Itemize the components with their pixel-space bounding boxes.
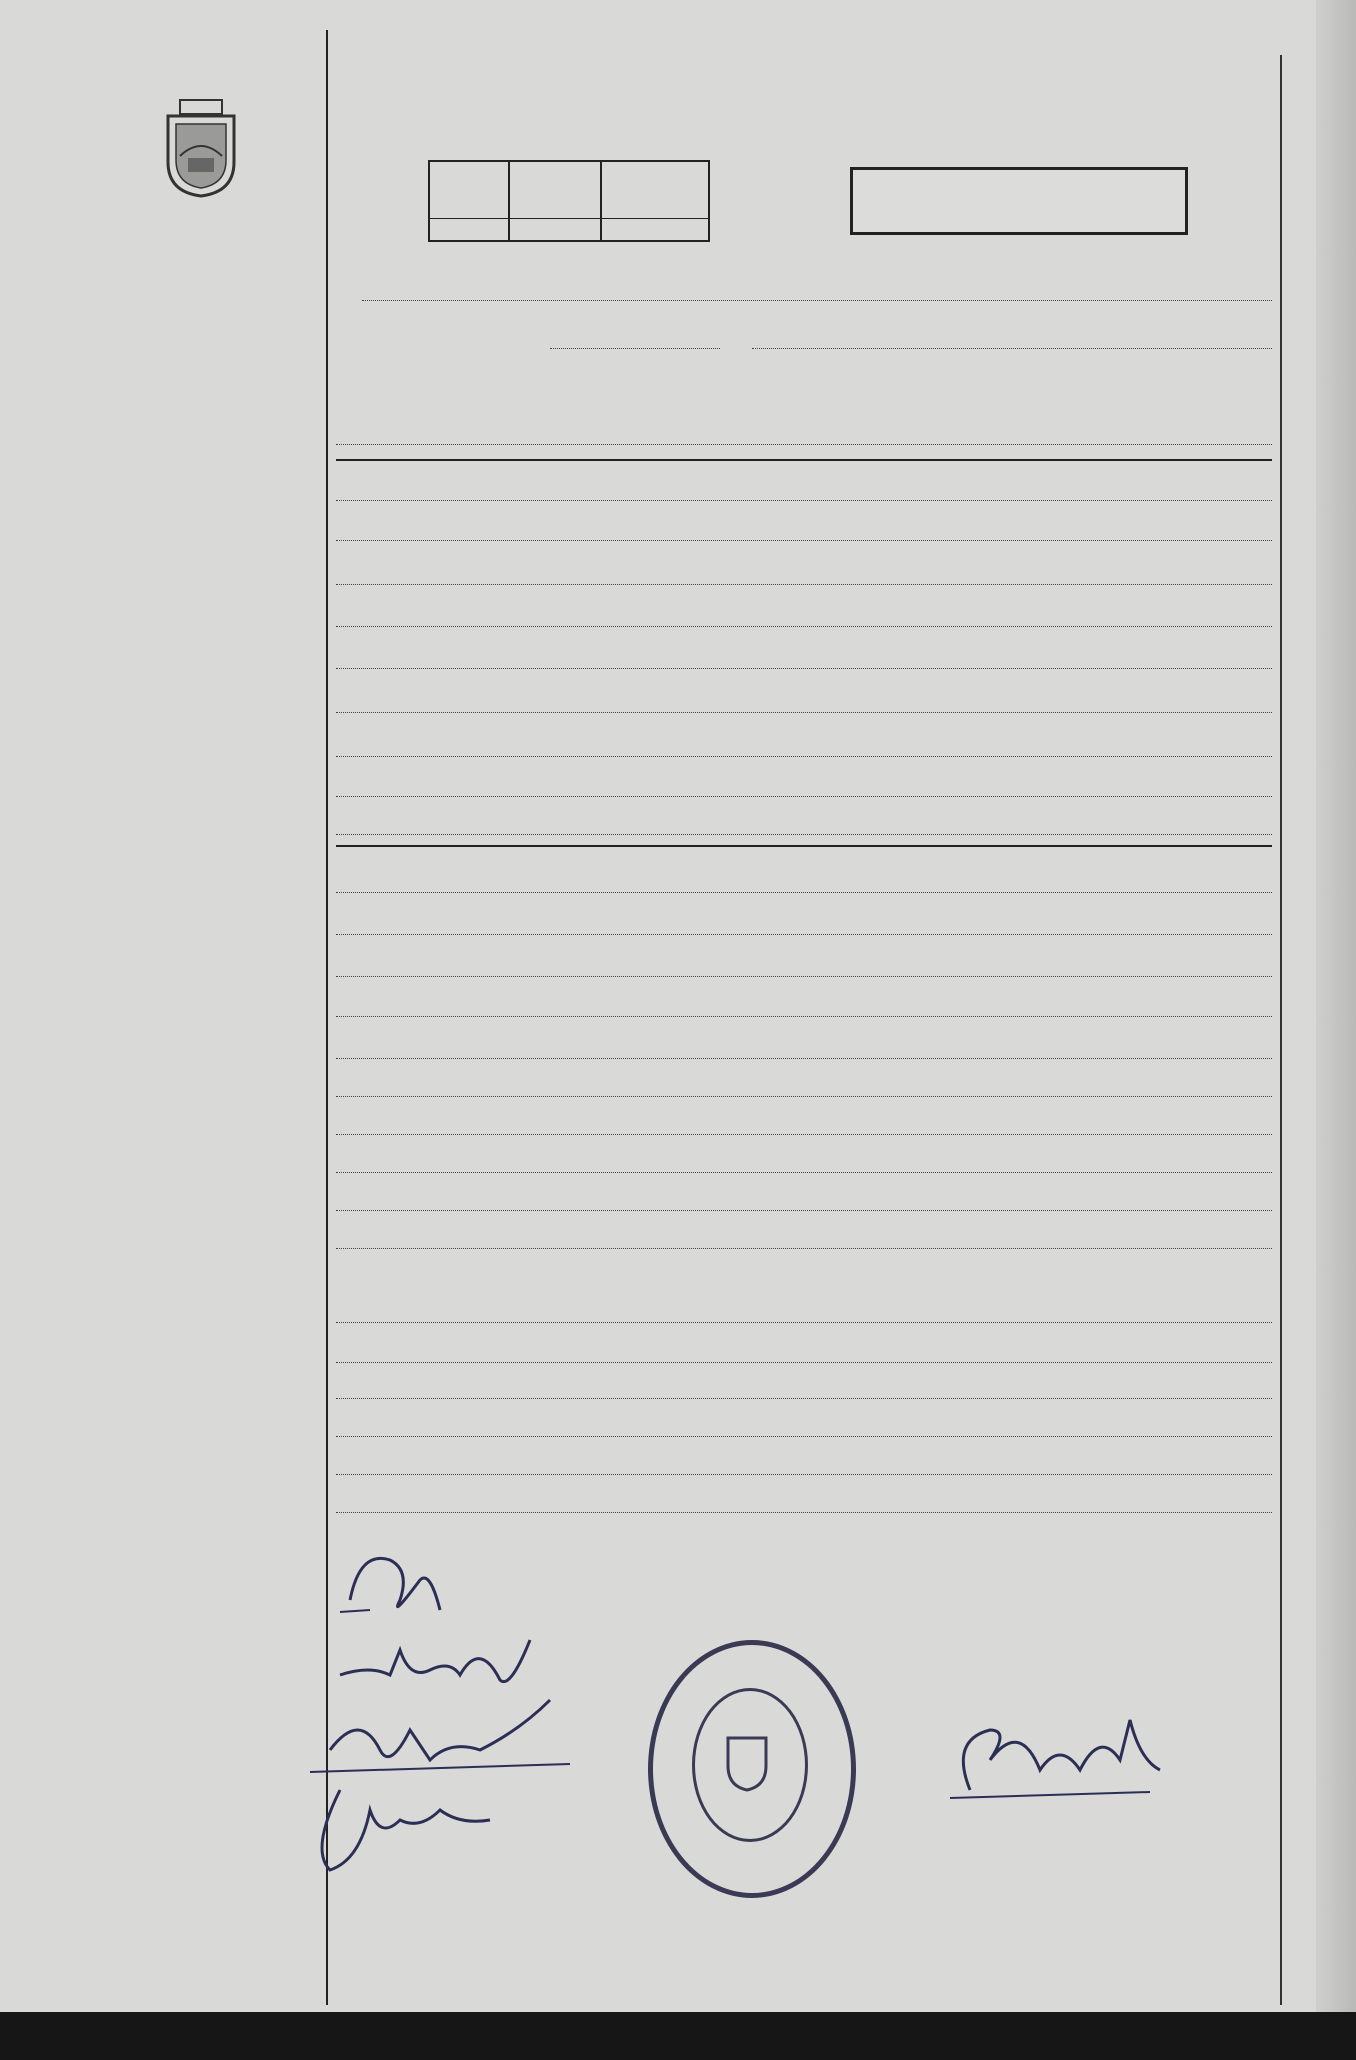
row-dotline [336,1322,1272,1323]
row-dotline [336,834,1272,835]
box-label-divider [428,218,708,219]
row-dotline [336,1096,1272,1097]
row-dotline [336,1362,1272,1363]
seal-crest-icon [722,1730,772,1794]
row-dotline [336,1134,1272,1135]
row-dotline [336,668,1272,669]
misiones-crest-icon [158,96,244,200]
signature-bride [330,1620,560,1700]
record-type-box [850,167,1188,235]
page-shadow [1316,0,1356,2012]
row-dotline [336,756,1272,757]
signature-official [930,1700,1170,1810]
document-id-footer [0,2012,1356,2060]
bride-section-rule [336,845,1272,847]
row-dotline [336,1474,1272,1475]
acta-box [508,160,602,242]
row-dotline [336,540,1272,541]
row-dotline [336,1172,1272,1173]
month-dotline [752,348,1272,349]
tomo-box [428,160,510,242]
place-dotline [362,300,1272,301]
row-dotline [336,712,1272,713]
signature-witness2 [300,1770,520,1880]
row-dotline [336,934,1272,935]
groom-section-rule [336,459,1272,461]
groom-name-dotline [336,444,1272,445]
row-dotline [336,1058,1272,1059]
row-dotline [336,976,1272,977]
right-border [1280,55,1282,2005]
row-dotline [336,1016,1272,1017]
row-dotline [336,500,1272,501]
row-dotline [336,1512,1272,1513]
row-dotline [336,1398,1272,1399]
row-dotline [336,1436,1272,1437]
row-dotline [336,1210,1272,1211]
row-dotline [336,796,1272,797]
row-dotline [336,626,1272,627]
signature-groom [330,1540,460,1630]
row-dotline [336,1248,1272,1249]
row-dotline [336,584,1272,585]
row-dotline [336,892,1272,893]
day-dotline [550,348,720,349]
ano-box [600,160,710,242]
